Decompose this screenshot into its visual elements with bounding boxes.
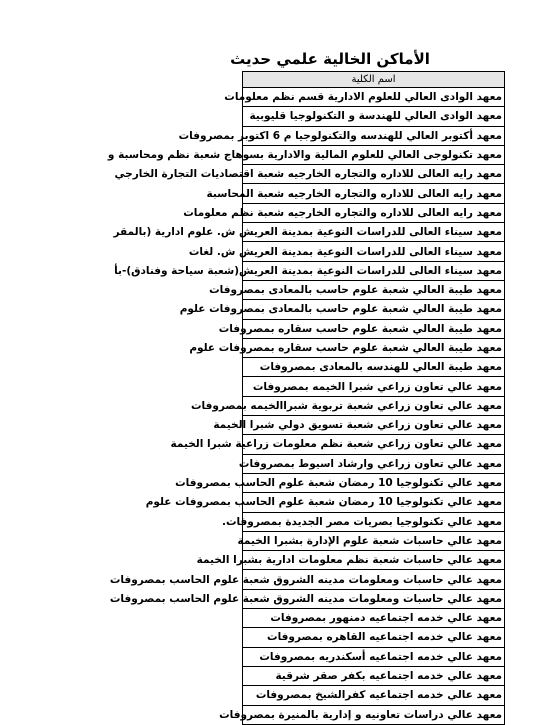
college-name-cell: معهد عالي خدمه اجتماعيه بكفر صقر شرقية (243, 666, 505, 685)
table-row (243, 261, 505, 280)
colleges-table (107, 71, 505, 725)
college-name-cell: معهد طيبة العالي شعبة علوم حاسب بالمعادى بمصروفات علوم (243, 300, 505, 319)
college-name-cell: معهد رايه العالى للاداره والتجاره الخارجيه شعبة المحاسبة (243, 184, 505, 203)
table-row (243, 705, 505, 724)
college-name-cell: معهد سيناء العالى للدراسات النوعية بمدينة العريش ش. لغات (243, 242, 505, 261)
table-row (243, 126, 505, 145)
table-row (243, 184, 505, 203)
page-title: الأماكن الخالية علمي حديث (230, 50, 430, 68)
table-row (243, 416, 505, 435)
college-name-cell: معهد رايه العالى للاداره والتجاره الخارجيه شعبة نظم معلومات (243, 203, 505, 222)
table-row (243, 165, 505, 184)
college-name-cell: معهد عالي خدمه اجتماعيه أسكندريه بمصروفات (243, 647, 505, 666)
college-name-cell: معهد عالي حاسبات ومعلومات مدينه الشروق شعبة علوم الحاسب بمصروفات (243, 570, 505, 589)
table-body (107, 88, 505, 725)
table-row (243, 570, 505, 589)
table-row (243, 300, 505, 319)
table-row (243, 435, 505, 454)
college-name-cell: معهد عالي تكنولوجيا بصريات مصر الجديدة بمصروفات. (243, 512, 505, 531)
college-name-cell: معهد عالي تكنولوجيا 10 رمضان شعبة علوم الحاسب بمصروفات علوم (243, 493, 505, 512)
table-row (243, 338, 505, 357)
table-row (243, 358, 505, 377)
college-name-cell: معهد الوادى العالي للهندسة و التكنولوجيا قليوبية (243, 107, 505, 126)
college-name-cell: معهد عالي حاسبات شعبة نظم معلومات ادارية بشبرا الخيمة (243, 551, 505, 570)
table-row (243, 551, 505, 570)
college-name-cell: معهد عالي تعاون زراعي شعبة نظم معلومات زراعية شبرا الخيمة (243, 435, 505, 454)
college-name-cell: معهد رايه العالى للاداره والتجاره الخارجيه شعبة اقتصاديات التجارة الخارجي (243, 165, 505, 184)
table-row (243, 319, 505, 338)
college-name-cell: معهد عالي تعاون زراعي شعبة تربوية شبراالخيمه بمصروفات (243, 396, 505, 415)
college-name-cell: معهد عالي تكنولوجيا 10 رمضان شعبة علوم الحاسب بمصروفات (243, 473, 505, 492)
table-row (243, 454, 505, 473)
table-row (243, 396, 505, 415)
table-header-row (243, 72, 505, 88)
table-row (243, 107, 505, 126)
college-name-cell: معهد الوادى العالي للعلوم الادارية قسم نظم معلومات (243, 88, 505, 107)
college-name-cell: معهد تكنولوجى العالي للعلوم المالية والادارية بسوهاج شعبة نظم ومحاسبة و (243, 145, 505, 164)
column-header-college-name: اسم الكلية (243, 72, 505, 88)
table-row (243, 609, 505, 628)
college-name-cell: معهد طيبة العالي شعبة علوم حاسب سقاره بمصروفات علوم (243, 338, 505, 357)
college-name-cell: معهد طيبة العالي شعبة علوم حاسب بالمعادى بمصروفات (243, 280, 505, 299)
college-name-cell: معهد عالي تعاون زراعي وارشاد اسيوط بمصروفات (243, 454, 505, 473)
table-row (243, 280, 505, 299)
table-row (243, 493, 505, 512)
table-row (243, 666, 505, 685)
college-name-cell: معهد طيبة العالي شعبة علوم حاسب سقاره بمصروفات (243, 319, 505, 338)
table-row (243, 512, 505, 531)
table-row (243, 589, 505, 608)
college-name-cell: معهد أكتوبر العالي للهندسه والتكنولوجيا م 6 اكتوبر بمصروفات (243, 126, 505, 145)
table-row (243, 377, 505, 396)
table-row (243, 473, 505, 492)
college-name-cell: معهد طيبة العالي للهندسه بالمعادى بمصروفات (243, 358, 505, 377)
college-name-cell: معهد عالي حاسبات ومعلومات مدينه الشروق شعبة علوم الحاسب بمصروفات (243, 589, 505, 608)
table-row (243, 203, 505, 222)
table-row (243, 242, 505, 261)
college-name-cell: معهد عالي خدمه اجتماعيه دمنهور بمصروفات (243, 609, 505, 628)
college-name-cell: معهد عالي حاسبات شعبة علوم الإدارة بشبرا الخيمة (243, 531, 505, 550)
college-name-cell: معهد عالي دراسات تعاونيه و إدارية بالمنيرة بمصروفات (243, 705, 505, 724)
table-row (243, 628, 505, 647)
college-name-cell: معهد عالي خدمه اجتماعيه القاهره بمصروفات (243, 628, 505, 647)
college-name-cell: معهد سيناء العالى للدراسات النوعية بمدينة العريش(شعبة سياحة وفنادق)-بأ (243, 261, 505, 280)
college-name-cell: معهد عالي خدمه اجتماعيه كفرالشيخ بمصروفات (243, 686, 505, 705)
table-row (243, 686, 505, 705)
colleges-table-container (107, 71, 505, 725)
college-name-cell: معهد عالي تعاون زراعي شعبة تسويق دولي شبرا الخيمة (243, 416, 505, 435)
table-row (243, 223, 505, 242)
college-name-cell: معهد عالي تعاون زراعي شبرا الخيمه بمصروفات (243, 377, 505, 396)
table-row (243, 647, 505, 666)
table-row (243, 145, 505, 164)
table-row (243, 88, 505, 107)
college-name-cell: معهد سيناء العالى للدراسات النوعية بمدينة العريش ش. علوم ادارية (بالمقر (243, 223, 505, 242)
table-row (243, 531, 505, 550)
